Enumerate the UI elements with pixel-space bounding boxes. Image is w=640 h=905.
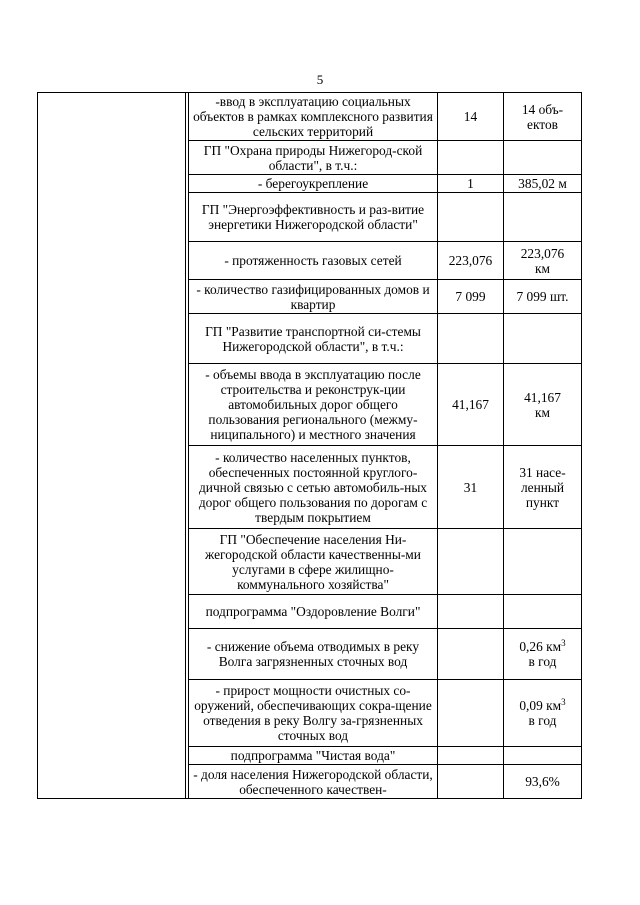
result-text: 223,076 км [520, 245, 565, 276]
result-cell [504, 93, 582, 141]
program-results-table [37, 92, 582, 799]
value-cell [438, 629, 504, 680]
result-cell [504, 141, 582, 175]
value-cell: 7 099 [438, 280, 504, 314]
subprogram-title-cell: подпрограмма "Оздоровление Волги" [189, 595, 438, 629]
program-title-cell: ГП "Развитие транспортной си-стемы Нижегородской области", в т.ч.: [189, 314, 438, 364]
value-cell [438, 141, 504, 175]
result-text: 14 объ-ектов [521, 101, 564, 132]
value-cell: 1 [438, 175, 504, 193]
result-cell: 93,6% [504, 765, 582, 799]
value-cell [438, 680, 504, 747]
left-column-cell [38, 93, 186, 799]
indicator-cell: - берегоукрепление [189, 175, 438, 193]
result-cell [504, 747, 582, 765]
result-text: 0,26 км [519, 639, 562, 654]
result-text: 31 насе-ленный пункт [519, 464, 566, 510]
result-cell [504, 314, 582, 364]
value-cell [438, 529, 504, 595]
result-tail: в год [528, 713, 557, 728]
value-cell: 14 [438, 93, 504, 141]
value-cell: 41,167 [438, 364, 504, 446]
value-cell [438, 747, 504, 765]
result-text: 41,167 км [524, 389, 561, 420]
program-title-cell: ГП "Охрана природы Нижегород-ской области", в т.ч.: [189, 141, 438, 175]
result-cell: 7 099 шт. [504, 280, 582, 314]
result-cell [504, 529, 582, 595]
program-title-cell: ГП "Энергоэффективность и раз-витие энергетики Нижегородской области" [189, 193, 438, 242]
indicator-cell: - протяженность газовых сетей [189, 242, 438, 280]
indicator-cell: - количество населенных пунктов, обеспеченных постоянной круглого-дичной связью с сетью автомобиль-ных дорог общего пользования по дорогам с твердым покрытием [189, 446, 438, 529]
value-cell [438, 765, 504, 799]
result-cell [504, 595, 582, 629]
indicator-cell: - доля населения Нижегородской области, обеспеченного качествен- [189, 765, 438, 799]
result-cell [504, 364, 582, 446]
indicator-cell: - снижение объема отводимых в реку Волга загрязненных сточных вод [189, 629, 438, 680]
page-number: 5 [316, 72, 324, 87]
result-cell [504, 680, 582, 747]
result-cell: 385,02 м [504, 175, 582, 193]
result-cell [504, 446, 582, 529]
result-cell [504, 193, 582, 242]
unit-superscript: 3 [561, 697, 566, 707]
result-cell [504, 242, 582, 280]
indicator-cell: - прирост мощности очистных со-оружений, обеспечивающих сокра-щение отведения в реку Волгу за-грязненных сточных вод [189, 680, 438, 747]
indicator-cell: - количество газифицированных домов и квартир [189, 280, 438, 314]
table-row [38, 93, 582, 141]
value-cell [438, 314, 504, 364]
indicator-cell: -ввод в эксплуатацию социальных объектов в рамках комплексного развития сельских территорий [189, 93, 438, 141]
result-text: 0,09 км [519, 698, 562, 713]
value-cell [438, 595, 504, 629]
value-cell [438, 242, 504, 280]
value-cell [438, 193, 504, 242]
value-text: 223,076 [448, 253, 493, 268]
program-title-cell: ГП "Обеспечение населения Ни-жегородской области качественны-ми услугами в сфере жилищно-коммунального хозяйства" [189, 529, 438, 595]
indicator-cell: - объемы ввода в эксплуатацию после строительства и реконструк-ции автомобильных дорог общего пользования регионального (межму-ниципального) и местного значения [189, 364, 438, 446]
result-cell [504, 629, 582, 680]
result-tail: в год [528, 654, 557, 669]
unit-superscript: 3 [561, 638, 566, 648]
value-cell: 31 [438, 446, 504, 529]
subprogram-title-cell: подпрограмма "Чистая вода" [189, 747, 438, 765]
